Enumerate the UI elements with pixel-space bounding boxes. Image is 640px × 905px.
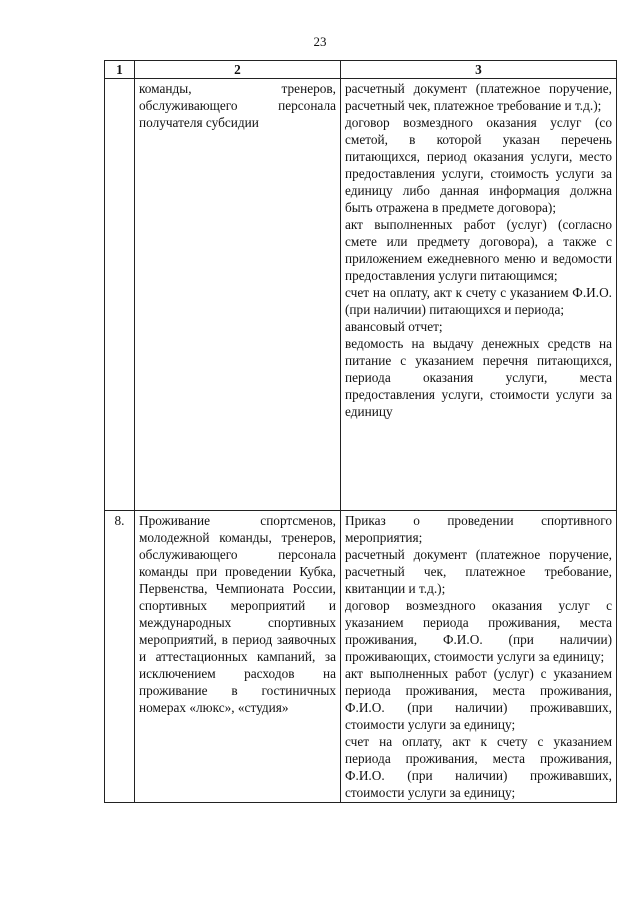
- column-header-2: 2: [135, 61, 341, 79]
- document-item: акт выполненных работ (услуг) (согласно смете или предмету договора), а также с приложением ежедневного меню и ведомости предоставления услуги питающимся;: [345, 217, 612, 283]
- table-row: [105, 79, 617, 511]
- table-header-row: [105, 61, 617, 79]
- row-number: [105, 79, 135, 511]
- column-header-3: 3: [341, 61, 617, 79]
- document-item: акт выполненных работ (услуг) с указанием периода проживания, места проживания, Ф.И.О. (при наличии) проживавших, стоимости услуги за единицу;: [345, 666, 612, 732]
- required-documents: [341, 79, 617, 511]
- required-documents: [341, 511, 617, 803]
- document-item: Приказ о проведении спортивного мероприятия;: [345, 513, 612, 545]
- description-text: команды, тренеров, обслуживающего персонала получателя субсидии: [139, 81, 336, 130]
- column-header-1: 1: [105, 61, 135, 79]
- document-item: расчетный документ (платежное поручение, расчетный чек, платежное требование, квитанции и т.д.);: [345, 547, 612, 596]
- row-number: 8.: [105, 511, 135, 803]
- document-item: ведомость на выдачу денежных средств на питание с указанием перечня питающихся, периода оказания услуги, места предоставления услуги, стоимости услуги за единицу: [345, 336, 612, 419]
- document-item: договор возмездного оказания услуг (со сметой, в которой указан перечень питающихся, период оказания услуги, место предоставления услуги, стоимость услуги за единицу либо данная информация должна быть отражена в предмете договора);: [345, 115, 612, 215]
- page-number: 23: [313, 34, 327, 49]
- documents-table: [104, 60, 617, 803]
- document-item: договор возмездного оказания услуг с указанием периода проживания, места проживания, Ф.И.О. (при наличии) проживающих, стоимости услуги за единицу;: [345, 598, 612, 664]
- expense-description: [135, 79, 341, 511]
- table-row: [105, 511, 617, 803]
- document-item: авансовый отчет;: [345, 319, 443, 334]
- document-item: счет на оплату, акт к счету с указанием периода проживания, места проживания, Ф.И.О. (при наличии) проживавших, стоимости услуги за единицу;: [345, 734, 612, 800]
- document-item: счет на оплату, акт к счету с указанием Ф.И.О. (при наличии) питающихся и периода;: [345, 285, 612, 317]
- expense-description: [135, 511, 341, 803]
- description-text: Проживание спортсменов, молодежной команды, тренеров, обслуживающего персонала команды при проведении Кубка, Первенства, Чемпионата России, спортивных мероприятий и международных спортивных мероприятий, в период заявочных и аттестационных кампаний, за исключением расходов на проживание в гостиничных номерах «люкс», «студия»: [139, 513, 336, 715]
- document-item: расчетный документ (платежное поручение, расчетный чек, платежное требование и т.д.);: [345, 81, 612, 113]
